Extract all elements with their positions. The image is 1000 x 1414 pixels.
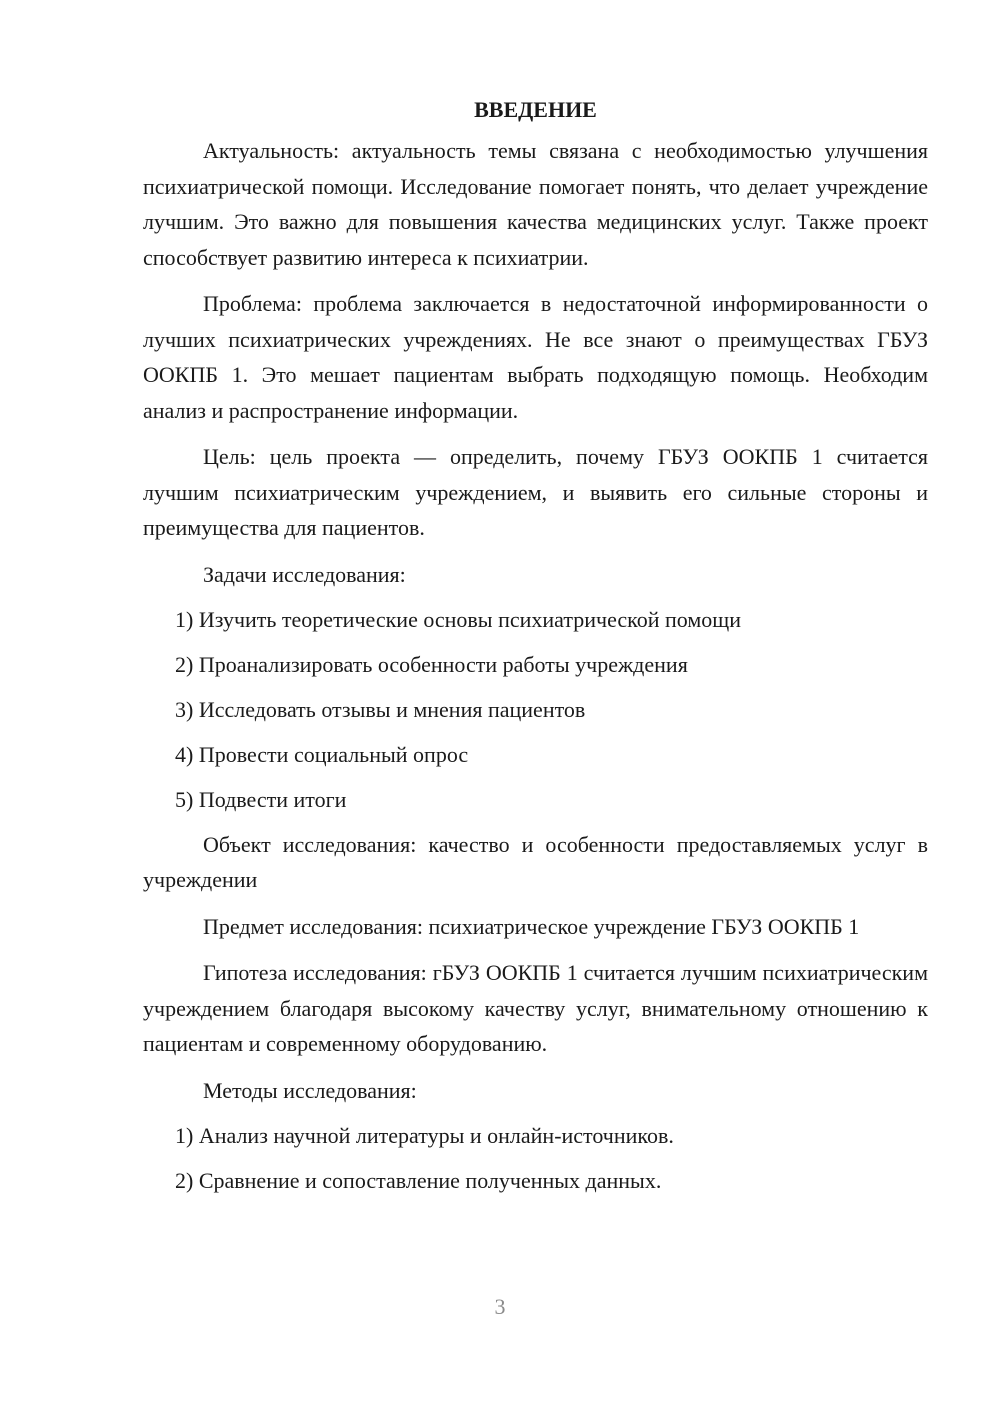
object-paragraph: Объект исследования: качество и особенности предоставляемых услуг в учреждении (143, 831, 928, 892)
relevance-paragraph: Актуальность: актуальность темы связана с необходимостью улучшения психиатрической помощи. Исследование помогает понять, что делает учреждение лучшим. Это важно для повышения качества медицинских услуг. Также проект способствует развитию интереса к психиатрии. (143, 138, 928, 270)
tasks-list (143, 602, 928, 817)
list-item: 2) Сравнение и сопоставление полученных данных. (175, 1167, 662, 1193)
problem-paragraph: Проблема: проблема заключается в недостаточной информированности о лучших психиатрических учреждениях. Не все знают о преимуществах ГБУЗ ООКПБ 1. Это мешает пациентам выбрать подходящую помощь. Необходим анализ и распространение информации. (143, 291, 928, 423)
methods-heading: Методы исследования: (203, 1077, 417, 1103)
list-item: 1) Изучить теоретические основы психиатрической помощи (175, 606, 741, 632)
list-item: 5) Подвести итоги (175, 786, 347, 812)
list-item: 2) Проанализировать особенности работы учреждения (175, 651, 688, 677)
methods-list (143, 1118, 928, 1198)
list-item: 4) Провести социальный опрос (175, 741, 469, 767)
list-item: 3) Исследовать отзывы и мнения пациентов (175, 696, 586, 722)
goal-paragraph: Цель: цель проекта — определить, почему ГБУЗ ООКПБ 1 считается лучшим психиатрическим учреждением, и выявить его сильные стороны и преимущества для пациентов. (143, 444, 928, 540)
hypothesis-paragraph: Гипотеза исследования: гБУЗ ООКПБ 1 считается лучшим психиатрическим учреждением благодаря высокому качеству услуг, внимательному отношению к пациентам и современному оборудованию. (143, 960, 928, 1056)
section-title: ВВЕДЕНИЕ (474, 97, 597, 122)
page-number: 3 (494, 1294, 506, 1319)
document-page (143, 92, 928, 1208)
tasks-heading: Задачи исследования: (203, 561, 406, 587)
list-item: 1) Анализ научной литературы и онлайн-источников. (175, 1122, 674, 1148)
subject-paragraph: Предмет исследования: психиатрическое учреждение ГБУЗ ООКПБ 1 (203, 913, 860, 939)
